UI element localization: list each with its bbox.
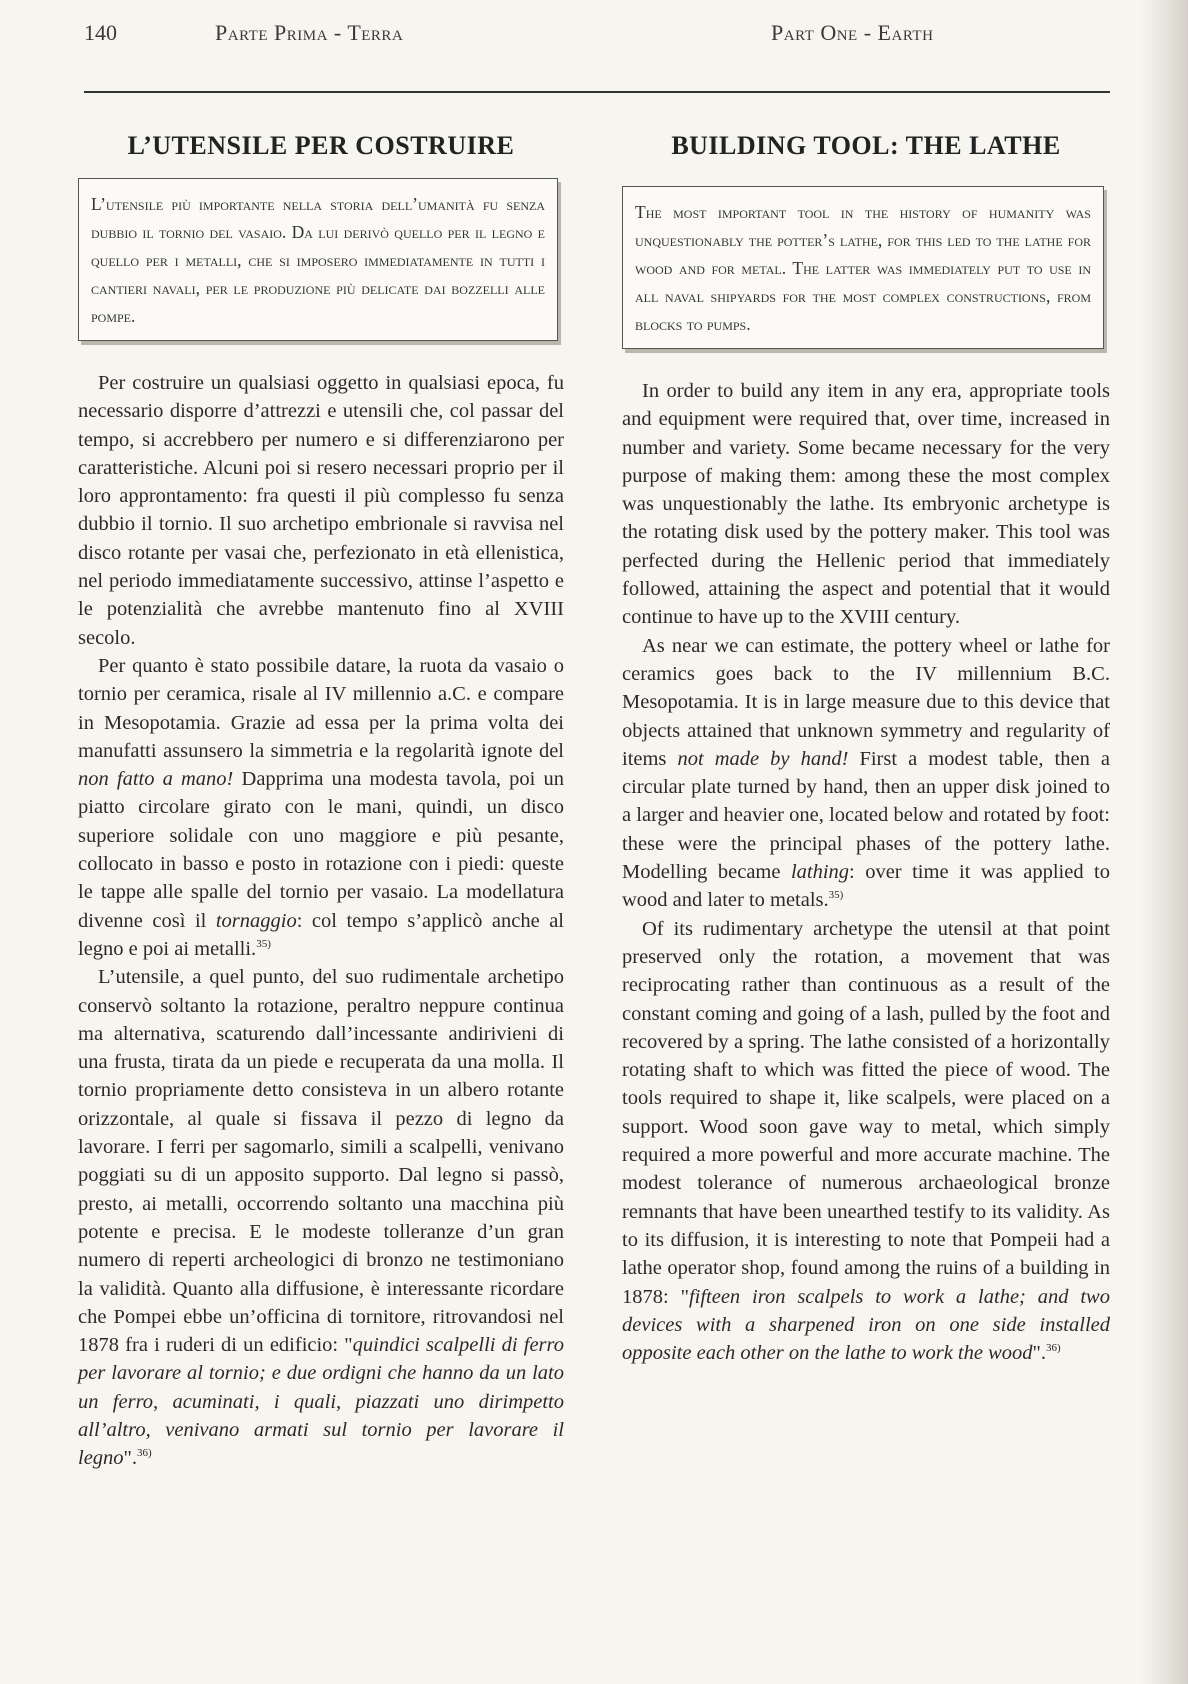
italian-column: [78, 130, 564, 1473]
footnote-36: 36): [137, 1447, 152, 1460]
footnote-35: 35): [256, 938, 271, 951]
footnote-36: 36): [1046, 1342, 1061, 1355]
english-paragraph-3: Of its rudimentary archetype the utensil at that point preserved only the rotation, a movement that was reciprocating rather than continuous as a result of the constant coming and going of a lash, pulled by the foot and recovered by a spring. The lathe consisted of a horizontally rotating shaft to which was fitted the piece of wood. The tools required to shape it, like scalpels, were placed on a support. Wood soon gave way to metal, which simply required a more powerful and more accurate machine. The modest tolerance of numerous archaeological bronze remnants that have been unearthed testify to its validity. As to its diffusion, it is interesting to note that Pompeii had a lathe operator shop, found among the ruins of a building in 1878: "fifteen iron scalpels to work a lathe; and two devices with a sharpened iron on one side installed opposite each other on the lathe to work the wood".$^{36)}$: [622, 917, 1110, 1365]
italian-paragraph-1: Per costruire un qualsiasi oggetto in qualsiasi epoca, fu necessario disporre d’attrezzi e utensili che, col passar del tempo, si accrebbero per numero e si differenziarono per caratteristiche. Alcuni poi si resero necessari proprio per il loro approntamento: fra questi il più complesso fu senza dubbio il tornio. Il suo archetipo embrionale si ravvisa nel disco rotante per vasai che, perfezionato in età ellenistica, nel periodo immediatamente successivo, attinse l’aspetto e le potenzialità che avrebbe mantenuto fino al XVIII secolo.: [78, 372, 564, 649]
page-edge-shadow: [1140, 0, 1188, 1684]
english-paragraph-1: In order to build any item in any era, appropriate tools and equipment were required that, over time, increased in number and variety. Some became necessary for the very purpose of making them: among these the most complex was unquestionably the lathe. Its embryonic archetype is the rotating disk used by the pottery maker. This tool was perfected during the Hellenic period that immediately followed, attaining the aspect and potential that it would continue to have up to the XVIII century.: [622, 380, 1110, 629]
italian-paragraph-3: L’utensile, a quel punto, del suo rudimentale archetipo conservò soltanto la rotazione, peraltro neppure continua ma alternativa, scaturendo dall’incessante andirivieni di una frusta, tirata da un piede e recuperata da una molla. Il tornio propriamente detto consisteva in un albero rotante orizzontale, al quale si fissava il pezzo di legno da lavorare. I ferri per sagomarlo, simili a scalpelli, venivano poggiati su di un apposito supporto. Dal legno si passò, presto, ai metalli, occorrendo soltanto una macchina più potente e precisa. E le modeste tolleranze d’un gran numero di reperti archeologici di bronzo ne testimoniano la validità. Quanto alla diffusione, è interessante ricordare che Pompei ebbe un’officina di tornitore, ritrovandosi nel 1878 fra i ruderi di un edificio: "quindici scalpelli di ferro per lavorare al tornio; e due ordigni che hanno da un lato un ferro, acuminati, i quali, piazzati uno dirimpetto all’altro, venivano armati sul tornio per lavorare il legno".$^{36)}$: [78, 966, 564, 1470]
english-body: [622, 377, 1110, 1367]
italian-body: [78, 369, 564, 1473]
header-rule: [84, 91, 1110, 93]
page-number: 140: [84, 20, 117, 45]
italian-paragraph-2: Per quanto è stato possibile datare, la ruota da vasaio o tornio per ceramica, risale al IV millennio a.C. e compare in Mesopotamia. Grazie ad essa per la prima volta dei manufatti assunsero la simmetria e la regolarità ignote del non fatto a mano! Dapprima una modesta tavola, poi un piatto circolare girato con le mani, quindi, un disco superiore solidale con uno maggiore e più pesante, collocato in basso e posto in rotazione con i piedi: queste le tappe alle spalle del tornio per vasaio. La modellatura divenne così il tornaggio: col tempo s’applicò anche al legno e poi ai metalli.$^{35)}$: [78, 654, 565, 960]
english-abstract-box: The most important tool in the history of humanity was unquestionably the potter’s lathe, for this led to the lathe for wood and for metal. The latter was immediately put to use in all naval shipyards for the most complex constructions, from blocks to pumps.: [622, 186, 1104, 349]
english-column: [622, 130, 1110, 1367]
footnote-35: 35): [828, 889, 844, 902]
italian-abstract-box: L’utensile più importante nella storia dell’umanità fu senza dubbio il tornio del vasaio. Da lui derivò quello per il legno e quello per i metalli, che si imposero immediatamente in tutti i cantieri navali, per le produzione più delicate dai bozzelli alle pompe.: [78, 178, 558, 341]
italian-title: L’UTENSILE PER COSTRUIRE: [127, 131, 515, 160]
running-head-english: Part One - Earth: [771, 20, 934, 45]
english-paragraph-2: As near we can estimate, the pottery wheel or lathe for ceramics goes back to the IV millennium B.C. Mesopotamia. It is in large measure due to this device that objects attained that unknown symmetry and regularity of items not made by hand! First a modest table, then a circular plate turned by hand, then an upper disk joined to a larger and heavier one, located below and rotated by foot: these were the principal phases of the pottery lathe. Modelling became lathing: over time it was applied to wood and later to metals.$^{35)}$: [622, 634, 1110, 912]
english-title: BUILDING TOOL: THE LATHE: [671, 131, 1061, 160]
running-head-italian: Parte Prima - Terra: [215, 20, 404, 45]
